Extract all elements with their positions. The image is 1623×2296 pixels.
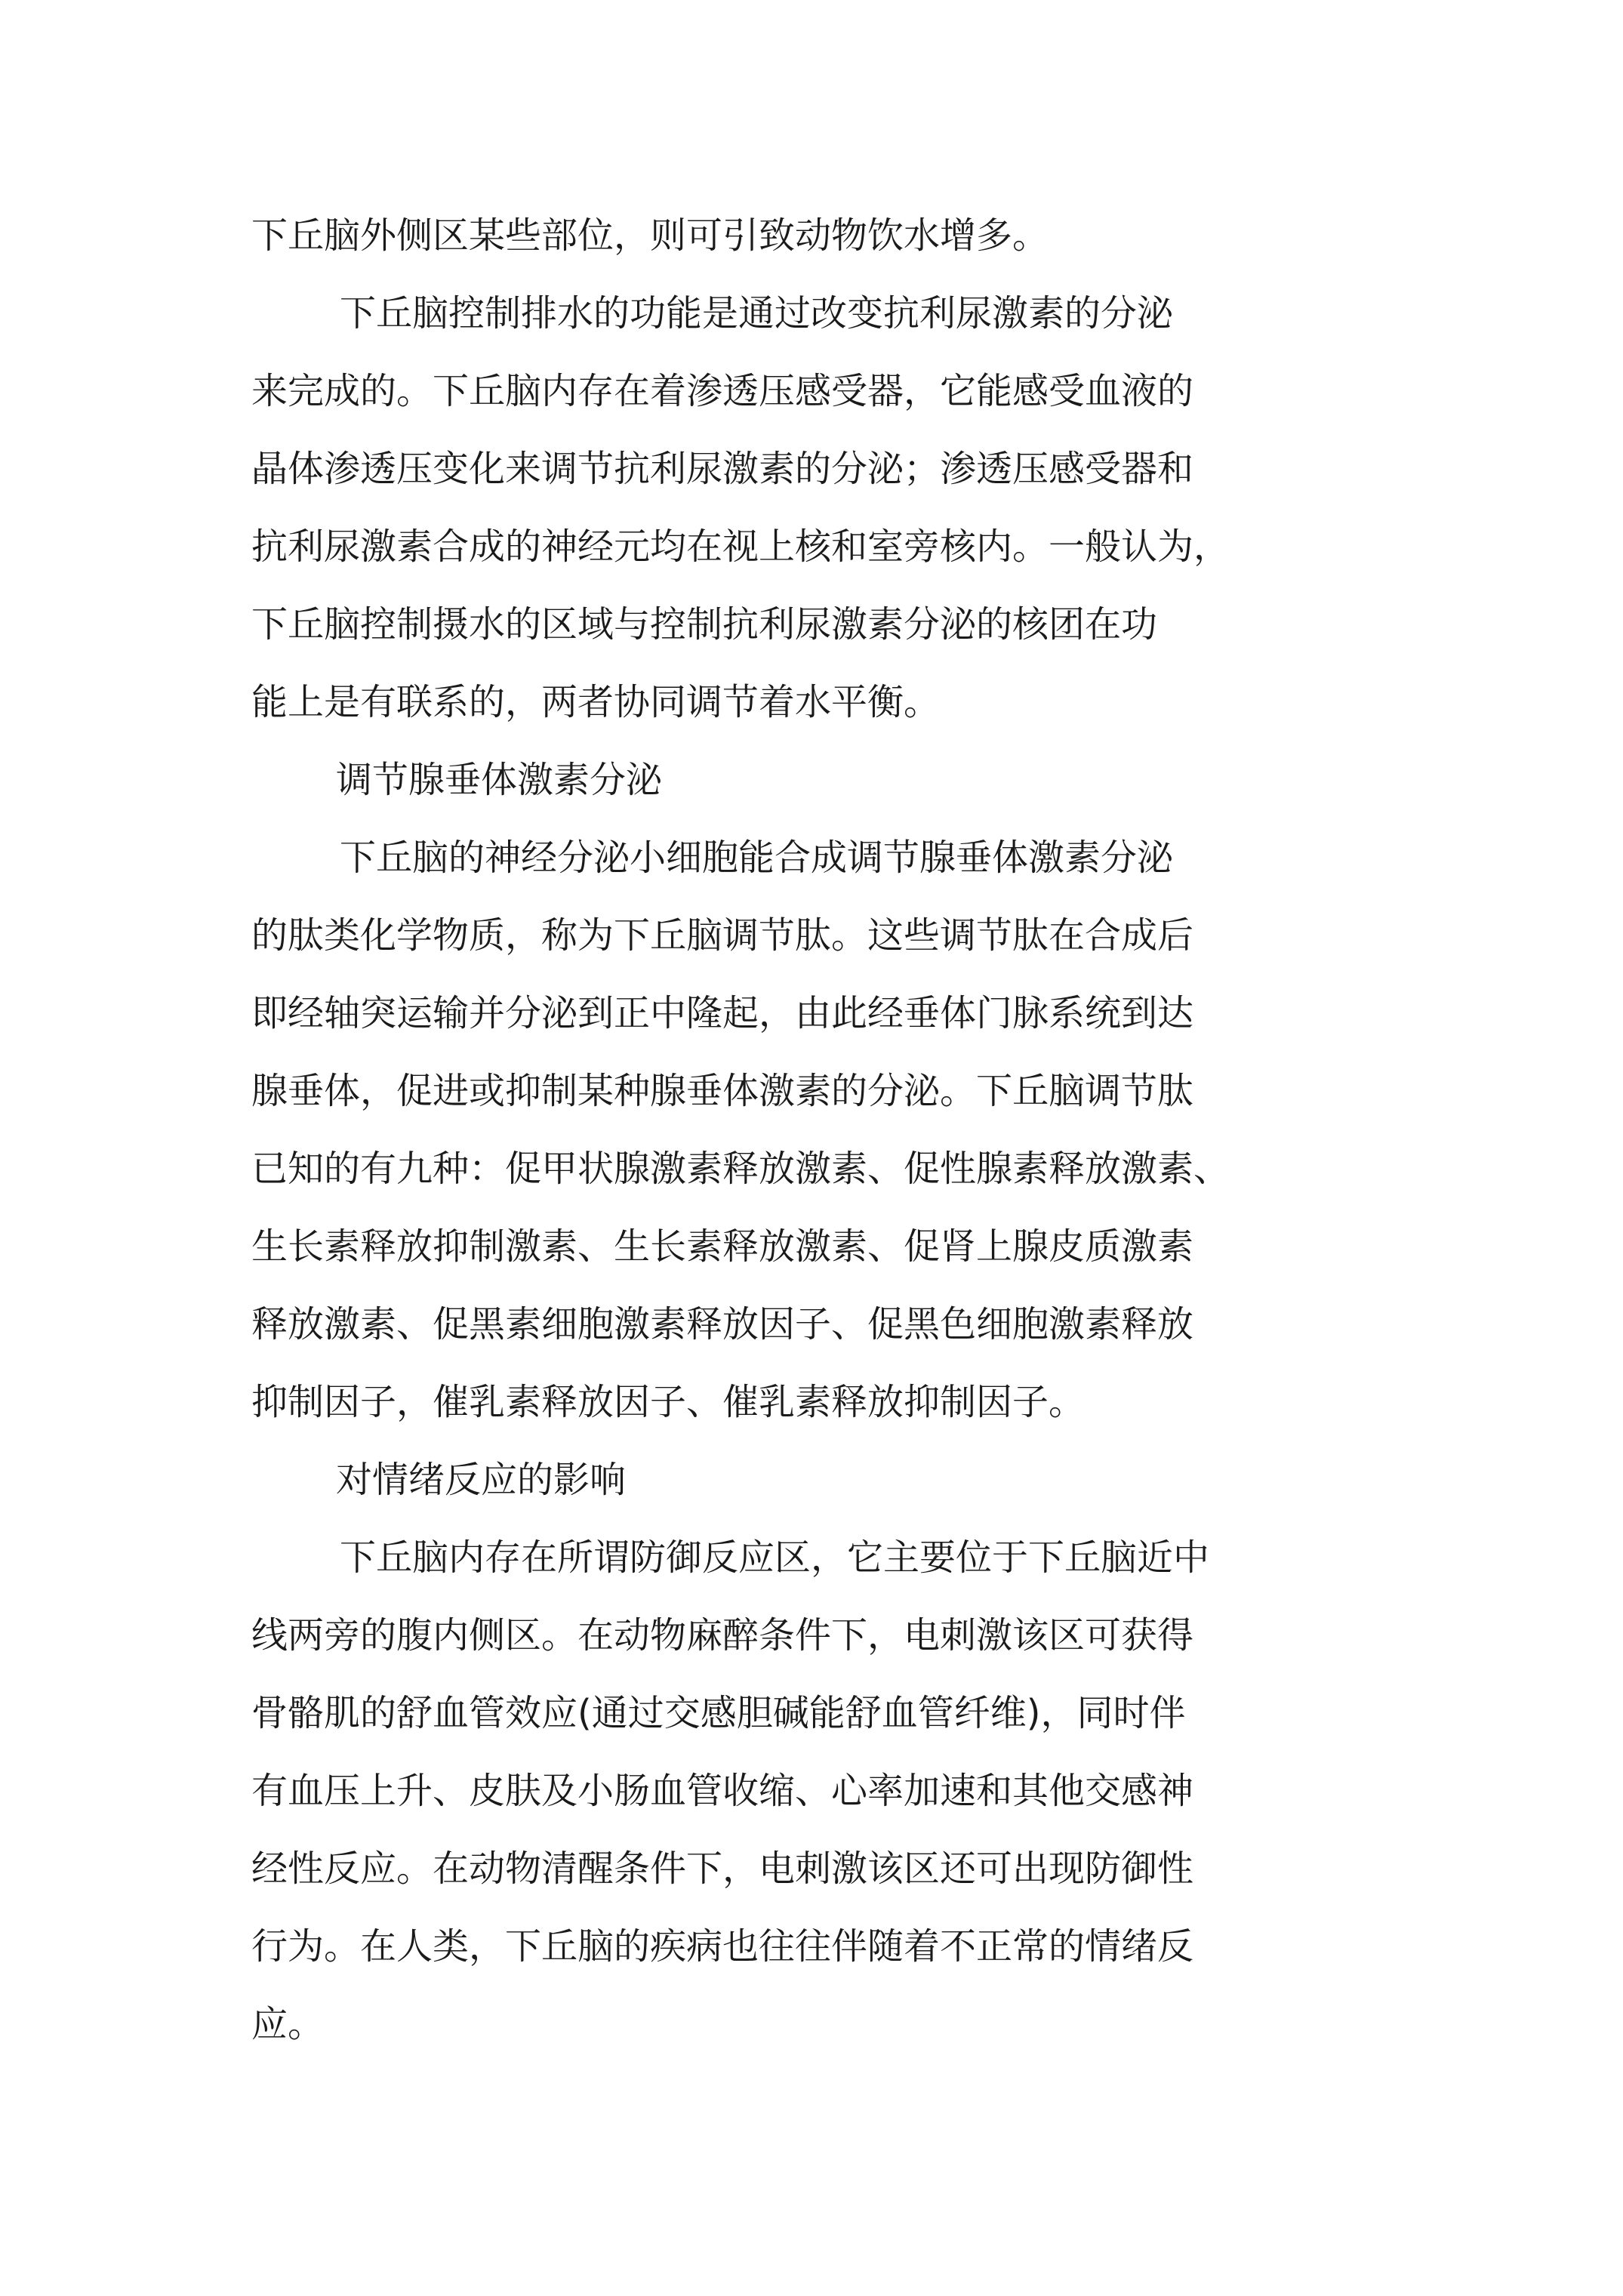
text-line: 释放激素、促黑素细胞激素释放因子、促黑色细胞激素释放	[251, 1303, 1194, 1345]
text-line: 腺垂体，促进或抑制某种腺垂体激素的分泌。下丘脑调节肽	[251, 1070, 1194, 1112]
section-heading: 调节腺垂体激素分泌	[336, 759, 663, 801]
text-line: 的肽类化学物质，称为下丘脑调节肽。这些调节肽在合成后	[251, 914, 1194, 957]
text-line: 线两旁的腹内侧区。在动物麻醉条件下，电刺激该区可获得	[251, 1614, 1194, 1657]
text-line: 来完成的。下丘脑内存在着渗透压感受器，它能感受血液的	[251, 370, 1194, 412]
text-line: 下丘脑外侧区某些部位，则可引致动物饮水增多。	[251, 214, 1049, 257]
text-line: 抗利尿激素合成的神经元均在视上核和室旁核内。一般认为，	[251, 525, 1230, 568]
text-line: 有血压上升、皮肤及小肠血管收缩、心率加速和其他交感神	[251, 1770, 1194, 1812]
text-line: 晶体渗透压变化来调节抗利尿激素的分泌；渗透压感受器和	[251, 448, 1194, 490]
section-heading: 对情绪反应的影响	[336, 1459, 627, 1501]
paragraph-first-line: 下丘脑的神经分泌小细胞能合成调节腺垂体激素分泌	[340, 837, 1174, 879]
text-line: 已知的有九种：促甲状腺激素释放激素、促性腺素释放激素、	[251, 1148, 1230, 1190]
text-line: 应。	[251, 2003, 325, 2045]
text-line: 能上是有联系的，两者协同调节着水平衡。	[251, 681, 941, 723]
paragraph-first-line: 下丘脑内存在所谓防御反应区，它主要位于下丘脑近中	[340, 1536, 1210, 1579]
text-line: 行为。在人类，下丘脑的疾病也往往伴随着不正常的情绪反	[251, 1925, 1194, 1968]
text-line: 即经轴突运输并分泌到正中隆起，由此经垂体门脉系统到达	[251, 992, 1194, 1034]
text-line: 经性反应。在动物清醒条件下，电刺激该区还可出现防御性	[251, 1848, 1194, 1890]
text-line: 生长素释放抑制激素、生长素释放激素、促肾上腺皮质激素	[251, 1225, 1194, 1268]
text-line: 骨骼肌的舒血管效应(通过交感胆碱能舒血管纤维)，同时伴	[251, 1692, 1186, 1734]
text-line: 抑制因子，催乳素释放因子、催乳素释放抑制因子。	[251, 1381, 1086, 1423]
paragraph-first-line: 下丘脑控制排水的功能是通过改变抗利尿激素的分泌	[340, 292, 1174, 334]
text-line: 下丘脑控制摄水的区域与控制抗利尿激素分泌的核团在功	[251, 603, 1158, 646]
